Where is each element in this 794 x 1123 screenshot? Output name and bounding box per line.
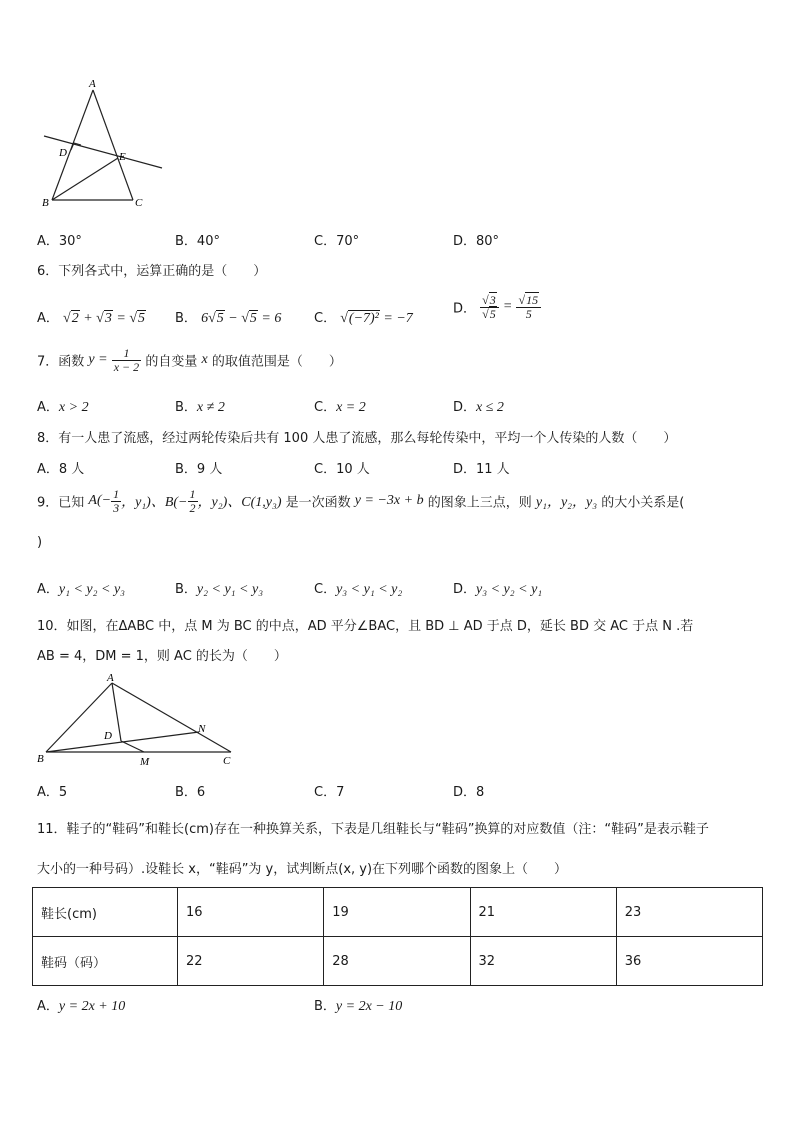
- q10-triangle-figure: [34, 670, 244, 770]
- q5-option-a[interactable]: A．30°: [37, 234, 82, 249]
- table-cell: 32: [470, 937, 616, 986]
- side-ac: [93, 90, 133, 200]
- q5-triangle-figure: [36, 78, 166, 213]
- q5-option-b[interactable]: B．40°: [175, 234, 220, 249]
- table-cell: 19: [324, 888, 470, 937]
- label-d: D: [59, 147, 67, 159]
- segment-dm: [121, 741, 144, 752]
- q9-option-a[interactable]: A．y₁ < y₂ < y₃: [37, 582, 126, 597]
- side-ac: [112, 683, 231, 752]
- q7-stem-pre: 7．函数: [37, 354, 85, 370]
- option-letter: C．: [314, 311, 337, 326]
- q7-option-b[interactable]: B．x ≠ 2: [175, 400, 225, 415]
- option-letter: A．: [37, 311, 59, 326]
- q9-stem-pre: 9．已知: [37, 495, 85, 511]
- label-c: C: [135, 197, 143, 209]
- q11-stem-line2: 大小的一种号码）.设鞋长 x，“鞋码”为 y，试判断点(x, y)在下列哪个函数的图象上（ ）: [37, 862, 568, 877]
- segment-be: [52, 158, 118, 200]
- option-a-expr: √2 + √3 = √5: [63, 311, 146, 326]
- table-row: [33, 937, 763, 986]
- q8-stem: 8．有一人患了流感，经过两轮传染后共有 100 人患了流感，那么每轮传染中，平均一个人传染的人数（ ）: [37, 431, 677, 446]
- label-a: A: [89, 78, 96, 90]
- q10-option-a[interactable]: A．5: [37, 785, 68, 800]
- q7-function: $\frac{1}{x - 2}$: [113, 346, 140, 374]
- q9-stem-mid: 是一次函数: [285, 495, 351, 511]
- q9-stem: 9．已知 A(− $\frac{1}{3}$ ，y₁)、B(− $\frac{1}{2}$ ，y₂)、C(1,y₃) 是一次函数 y = −3x + b 的图象上三点，则 y₁，y₂，y₃ 的大小关系是(: [37, 487, 685, 515]
- side-ab: [52, 90, 93, 200]
- q9-stem-line2: ): [37, 535, 43, 550]
- segment-ad: [112, 683, 121, 741]
- shoe-size-table: [32, 887, 763, 986]
- q6-option-d[interactable]: D． $\frac{√3}{√5}$ = $\frac{√15}{5}$: [453, 294, 541, 320]
- q8-option-d[interactable]: D．11 人: [453, 462, 510, 477]
- q7-option-c[interactable]: C．x = 2: [314, 400, 366, 415]
- label-b: B: [42, 197, 49, 209]
- q6-option-a[interactable]: [37, 307, 146, 327]
- label-e: E: [119, 151, 126, 163]
- q11-option-b[interactable]: [314, 995, 402, 1015]
- q7-stem-tail: 的取值范围是（ ）: [211, 354, 342, 370]
- label-n: N: [198, 723, 206, 735]
- table-cell: 23: [616, 888, 762, 937]
- q7-option-d[interactable]: D．x ≤ 2: [453, 400, 504, 415]
- q10-option-d[interactable]: D．8: [453, 785, 485, 800]
- q10-stem-line2: AB = 4，DM = 1，则 AC 的长为（ ）: [37, 649, 287, 664]
- label-m: M: [140, 756, 150, 768]
- q8-option-a[interactable]: A．8 人: [37, 462, 85, 477]
- option-letter: B．: [314, 999, 336, 1014]
- option-b-expr: y = 2x − 10: [335, 999, 403, 1014]
- table-cell: 36: [616, 937, 762, 986]
- q9-stem-tail: 的大小关系是(: [601, 495, 685, 511]
- q8-option-b[interactable]: B．9 人: [175, 462, 223, 477]
- q9-option-c[interactable]: C．y₃ < y₁ < y₂: [314, 582, 403, 597]
- q6-stem: 6．下列各式中，运算正确的是（ ）: [37, 264, 267, 279]
- option-letter: A．: [37, 999, 59, 1014]
- table-row-header: 鞋长(cm): [33, 888, 178, 937]
- label-b: B: [37, 753, 44, 765]
- q9-stem-post: 的图象上三点，则: [427, 495, 532, 511]
- option-a-expr: y = 2x + 10: [58, 999, 126, 1014]
- q10-stem-line1: 10．如图，在ΔABC 中，点 M 为 BC 的中点，AD 平分∠BAC，且 BD ⊥ AD 于点 D，延长 BD 交 AC 于点 N .若: [37, 619, 694, 634]
- q10-option-c[interactable]: C．7: [314, 785, 345, 800]
- q6-option-b[interactable]: [175, 307, 281, 327]
- side-ab: [46, 683, 112, 752]
- option-b-expr: 6√5 − √5 = 6: [201, 311, 282, 326]
- table-cell: 21: [470, 888, 616, 937]
- q9-option-d[interactable]: D．y₃ < y₂ < y₁: [453, 582, 543, 597]
- table-cell: 22: [178, 937, 324, 986]
- option-d-rhs: $\frac{√15}{5}$: [516, 294, 541, 320]
- q5-option-d[interactable]: D．80°: [453, 234, 500, 249]
- q6-option-c[interactable]: [314, 307, 413, 327]
- option-letter: D．: [453, 301, 477, 317]
- table-cell: 28: [324, 937, 470, 986]
- q5-option-c[interactable]: C．70°: [314, 234, 360, 249]
- table-cell: 16: [178, 888, 324, 937]
- option-letter: B．: [175, 311, 197, 326]
- table-row-header: 鞋码（码）: [33, 937, 178, 986]
- label-d: D: [104, 730, 112, 742]
- q11-option-a[interactable]: [37, 995, 125, 1015]
- table-row: [33, 888, 763, 937]
- q7-option-a[interactable]: A．x > 2: [37, 400, 89, 415]
- option-c-expr: √(−7)² = −7: [340, 311, 413, 326]
- q9-option-b[interactable]: B．y₂ < y₁ < y₃: [175, 582, 264, 597]
- option-d-lhs: $\frac{√3}{√5}$: [480, 294, 499, 320]
- q7-stem-post: 的自变量: [145, 354, 198, 370]
- q11-stem-line1: 11．鞋子的“鞋码”和鞋长(cm)存在一种换算关系，下表是几组鞋长与“鞋码”换算的对应数值（注：“鞋码”是表示鞋子: [37, 822, 709, 837]
- label-a: A: [107, 672, 114, 684]
- q10-option-b[interactable]: B．6: [175, 785, 206, 800]
- q8-option-c[interactable]: C．10 人: [314, 462, 370, 477]
- q7-stem: 7．函数 y = $\frac{1}{x - 2}$ 的自变量 x 的取值范围是（ ）: [37, 346, 342, 374]
- label-c: C: [223, 755, 231, 767]
